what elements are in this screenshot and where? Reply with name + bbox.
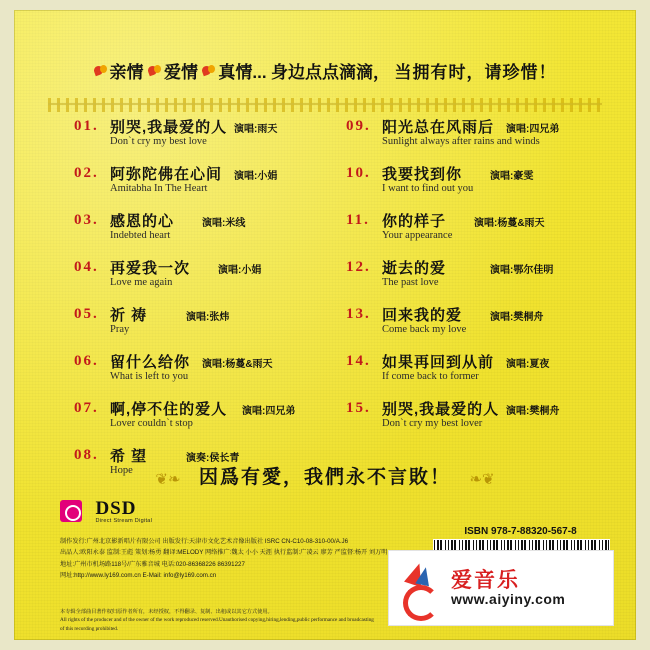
track-number: 07. (74, 400, 99, 416)
headline-part3: 真情... (218, 63, 267, 82)
site-watermark (388, 550, 614, 626)
track-title-cn: 再爱我一次 (110, 260, 191, 277)
ornament-divider-top (48, 98, 602, 112)
tracklist (74, 118, 594, 494)
slogan-text: 因爲有愛，我們永不言敗！ (198, 467, 451, 488)
headline-part5: 当拥有时，请珍惜！ (394, 63, 557, 82)
logo-zone (60, 498, 152, 524)
track-artist: 演唱:鄂尔佳明 (490, 265, 554, 276)
track-number: 14. (346, 353, 371, 369)
headline-part1: 亲情 (109, 63, 144, 82)
track-title-en: What is left to you (110, 371, 189, 382)
track-item (74, 212, 322, 259)
track-item (74, 118, 322, 165)
track-artist: 演唱:米线 (202, 218, 246, 229)
track-item (346, 118, 594, 165)
track-title-cn: 感恩的心 (110, 213, 175, 230)
music-note-icon (397, 561, 443, 615)
track-artist: 演唱:豪雯 (490, 171, 534, 182)
track-title-en: Love me again (110, 277, 173, 288)
track-item (346, 165, 594, 212)
track-number: 01. (74, 118, 99, 134)
track-artist: 演奏:侯长青 (186, 453, 240, 464)
track-item (74, 259, 322, 306)
track-title-cn: 逝去的爱 (382, 260, 447, 277)
legal-line: All rights of the producer and of the owner of the work reproduced reserved.Unauthorised copying,hiring,lending,public performance and broadcasting (60, 617, 374, 624)
track-title-en: The past love (382, 277, 439, 288)
legal-line: 本专辑全部曲目著作权归原作者所有，未经授权，不得翻录、复制、出租或以其它方式使用。 (60, 609, 273, 615)
track-number: 15. (346, 400, 371, 416)
credit-line: 出品人:欧阳永泰 监制:王彪 策划:杨勇 翻译:MELODY 网络推广:魏太 小小 天涯 执行监制:广凌云 廖芳 严监督:杨开 刘万明 (60, 549, 388, 557)
track-title-en: Pray (110, 324, 130, 335)
track-artist: 演唱:张炜 (186, 312, 230, 323)
authenticity-mark-icon (60, 500, 82, 522)
ornament-right-icon: ❧❦ (469, 470, 495, 488)
flower-icon (202, 65, 215, 76)
track-item (346, 259, 594, 306)
watermark-title: 爱音乐 (451, 568, 520, 592)
track-title-cn: 阿弥陀佛在心间 (110, 166, 223, 183)
track-title-en: I want to find out you (382, 183, 474, 194)
track-artist: 演唱:杨蔓&雨天 (474, 218, 545, 229)
track-item (346, 306, 594, 353)
track-title-cn: 别哭,我最爱的人 (382, 401, 500, 418)
track-artist: 演唱:四兄弟 (506, 124, 560, 135)
track-item (74, 400, 322, 447)
track-title-cn: 你的样子 (382, 213, 447, 230)
cd-back-cover (14, 10, 636, 640)
credit-line: 网址:http://www.ly169.com.cn E-Mail: info@ly169.com.cn (60, 572, 217, 580)
headline (14, 58, 636, 83)
track-number: 06. (74, 353, 99, 369)
track-item (346, 400, 594, 447)
track-number: 12. (346, 259, 371, 275)
dsd-subtitle: Direct Stream Digital (95, 518, 153, 524)
watermark-url: www.aiyiny.com (451, 590, 566, 607)
track-title-en: Your appearance (382, 230, 453, 241)
track-number: 10. (346, 165, 371, 181)
headline-part4: 身边点点滴滴， (271, 63, 391, 82)
dsd-title: DSD (95, 498, 137, 519)
track-title-cn: 留什么给你 (110, 354, 191, 371)
track-title-en: Indebted heart (110, 230, 171, 241)
tracklist-column-left (74, 118, 322, 494)
track-number: 05. (74, 306, 99, 322)
track-title-en: Don`t cry my best love (110, 136, 207, 147)
track-item (346, 353, 594, 400)
track-artist: 演唱:樊桐舟 (506, 406, 560, 417)
track-title-cn: 阳光总在风雨后 (382, 119, 495, 136)
legal-notice (60, 608, 390, 633)
track-item (346, 212, 594, 259)
track-artist: 演唱:杨蔓&雨天 (202, 359, 273, 370)
track-number: 13. (346, 306, 371, 322)
track-title-cn: 我要找到你 (382, 166, 463, 183)
isbn-code: ISBN 978-7-88320-567-8 (464, 526, 577, 537)
dsd-logo (95, 498, 152, 524)
track-title-en: Hope (110, 465, 133, 476)
track-number: 03. (74, 212, 99, 228)
track-number: 09. (346, 118, 371, 134)
track-title-cn: 祈 祷 (110, 307, 148, 324)
slogan (14, 462, 636, 489)
track-number: 08. (74, 447, 99, 463)
legal-line: of this recording prohibited. (60, 625, 119, 632)
track-number: 11. (346, 212, 370, 228)
track-artist: 演唱:樊桐舟 (490, 312, 544, 323)
track-title-en: Don`t cry my best lover (382, 418, 483, 429)
track-artist: 演唱:小娟 (234, 171, 278, 182)
track-artist: 演唱:小娟 (218, 265, 262, 276)
flower-icon (94, 65, 107, 76)
track-title-cn: 回来我的爱 (382, 307, 463, 324)
flower-icon (148, 65, 161, 76)
track-title-cn: 如果再回到从前 (382, 354, 495, 371)
track-number: 04. (74, 259, 99, 275)
track-artist: 演唱:夏夜 (506, 359, 550, 370)
credit-line: 制作发行:广州北京影新唱片有限公司 出版发行:天津市文化艺术音像出版社 ISRC CN-C10-08-310-00/A.J6 (60, 538, 349, 545)
track-title-cn: 希 望 (110, 448, 148, 465)
headline-part2: 爱情 (163, 63, 198, 82)
track-item (74, 306, 322, 353)
tracklist-column-right (346, 118, 594, 494)
track-artist: 演唱:雨天 (234, 124, 278, 135)
credit-line: 地址:广州市机场路118号/广东雅音城 电话:020-86368226 86391227 (60, 560, 245, 568)
track-title-en: Sunlight always after rains and winds (382, 136, 540, 147)
track-title-en: Amitabha In The Heart (110, 183, 208, 194)
ornament-left-icon: ❦❧ (155, 470, 181, 488)
track-title-cn: 啊,停不住的爱人 (110, 401, 228, 418)
track-item (74, 165, 322, 212)
track-artist: 演唱:四兄弟 (242, 406, 296, 417)
track-title-cn: 别哭,我最爱的人 (110, 119, 228, 136)
track-title-en: If come back to former (382, 371, 479, 382)
track-number: 02. (74, 165, 99, 181)
track-title-en: Lover couldn`t stop (110, 418, 193, 429)
track-title-en: Come back my love (382, 324, 467, 335)
track-item (74, 353, 322, 400)
